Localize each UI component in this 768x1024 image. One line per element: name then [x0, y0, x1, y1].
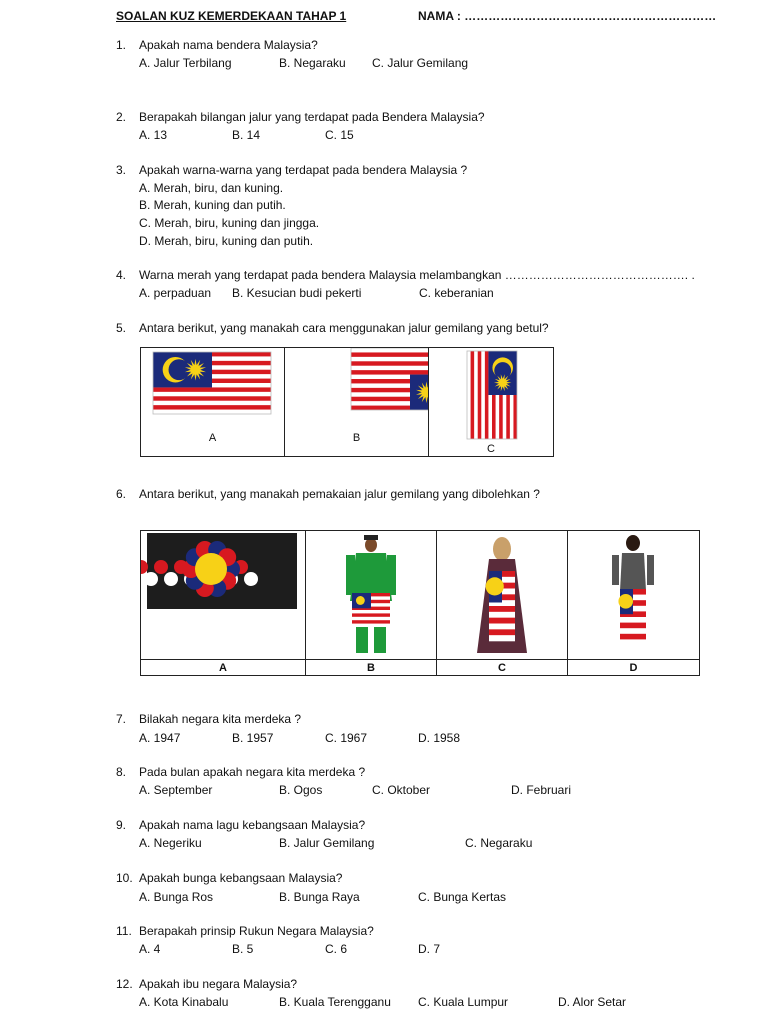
option[interactable]: A. Kota Kinabalu — [139, 995, 229, 1009]
option[interactable]: C. Kuala Lumpur — [418, 995, 509, 1009]
option[interactable]: B. Bunga Raya — [279, 890, 360, 904]
option[interactable]: A. Negeriku — [139, 836, 202, 850]
option-label: B — [352, 432, 361, 444]
option[interactable]: D. Merah, biru, kuning dan putih. — [139, 234, 314, 248]
flag-option-a-cell[interactable] — [141, 348, 285, 457]
option[interactable]: D. Alor Setar — [558, 995, 627, 1009]
option[interactable]: C. keberanian — [419, 286, 494, 300]
option[interactable]: C. Jalur Gemilang — [372, 56, 469, 70]
option-label: A — [208, 432, 217, 444]
option[interactable]: C. Merah, biru, kuning dan jingga. — [139, 216, 320, 230]
option[interactable]: B. Merah, kuning dan putih. — [139, 198, 286, 212]
option[interactable]: B. Jalur Gemilang — [279, 836, 375, 850]
option[interactable]: A. Merah, biru, dan kuning. — [139, 181, 284, 195]
question-text: Berapakah bilangan jalur yang terdapat pada Bendera Malaysia? — [139, 110, 485, 124]
question-number: 4. — [116, 268, 127, 282]
question-8 — [116, 765, 365, 779]
man-baju-melayu-image — [306, 531, 436, 659]
option[interactable]: B. Kuala Terengganu — [279, 995, 391, 1009]
option[interactable]: C. 1967 — [325, 731, 368, 745]
woman-flag-dress-image — [437, 531, 567, 659]
option[interactable]: B. Ogos — [279, 783, 323, 797]
option[interactable]: D. Februari — [511, 783, 572, 797]
option-label: B — [306, 660, 437, 676]
option[interactable]: B. 5 — [232, 942, 254, 956]
question-3 — [116, 163, 467, 177]
option[interactable]: C. 6 — [325, 942, 348, 956]
question-1 — [116, 38, 318, 52]
question-number: 11. — [116, 924, 132, 938]
wear-option-c-cell[interactable] — [437, 531, 568, 660]
question-text: Antara berikut, yang manakah cara menggunakan jalur gemilang yang betul? — [139, 321, 549, 335]
option[interactable]: B. 1957 — [232, 731, 274, 745]
question-5 — [116, 321, 549, 335]
question-text: Apakah bunga kebangsaan Malaysia? — [139, 871, 343, 885]
question-number: 8. — [116, 765, 127, 779]
question-11 — [116, 924, 374, 938]
question-6 — [116, 487, 540, 501]
option-label: C — [487, 443, 495, 455]
option-label: D — [568, 660, 700, 676]
option[interactable]: A. September — [139, 783, 213, 797]
question-text: Warna merah yang terdapat pada bendera Malaysia melambangkan ………………………………………. . — [139, 268, 695, 282]
option[interactable]: B. Negaraku — [279, 56, 346, 70]
option[interactable]: A. 4 — [139, 942, 161, 956]
option[interactable]: B. 14 — [232, 128, 261, 142]
option[interactable]: D. 1958 — [418, 731, 461, 745]
question-text: Apakah nama lagu kebangsaan Malaysia? — [139, 818, 366, 832]
question-9 — [116, 818, 365, 832]
option[interactable]: C. Oktober — [372, 783, 431, 797]
flag-option-b-cell[interactable] — [285, 348, 429, 457]
question-10 — [116, 871, 342, 885]
question-text: Antara berikut, yang manakah pemakaian jalur gemilang yang dibolehkan ? — [139, 487, 540, 501]
question-number: 2. — [116, 110, 127, 124]
option[interactable]: A. 1947 — [139, 731, 181, 745]
question-number: 5. — [116, 321, 127, 335]
question-number: 6. — [116, 487, 127, 501]
question-number: 3. — [116, 163, 127, 177]
question-text: Apakah warna-warna yang terdapat pada bendera Malaysia ? — [139, 163, 468, 177]
worksheet-title: SOALAN KUZ KEMERDEKAAN TAHAP 1 — [116, 9, 347, 23]
option[interactable]: A. Bunga Ros — [139, 890, 214, 904]
option[interactable]: D. 7 — [418, 942, 441, 956]
question-text: Pada bulan apakah negara kita merdeka ? — [139, 765, 366, 779]
question-number: 10. — [116, 871, 133, 885]
option-label: A — [141, 660, 306, 676]
question-7 — [116, 712, 301, 726]
option[interactable]: C. 15 — [325, 128, 354, 142]
question-number: 1. — [116, 38, 127, 52]
flag-usage-table — [140, 347, 554, 457]
flag-wearing-table — [140, 530, 700, 676]
wear-option-d-cell[interactable] — [568, 531, 700, 660]
flag-option-c-cell[interactable] — [429, 348, 554, 457]
name-field-label: NAMA : ……………………………………………………… — [418, 9, 717, 23]
question-number: 7. — [116, 712, 127, 726]
option[interactable]: A. Jalur Terbilang — [139, 56, 232, 70]
option[interactable]: C. Negaraku — [465, 836, 533, 850]
wear-option-a-cell[interactable] — [141, 531, 306, 660]
question-text: Apakah ibu negara Malaysia? — [139, 977, 298, 991]
question-4 — [116, 268, 695, 282]
woman-flag-skirt-image — [568, 531, 699, 659]
question-number: 12. — [116, 977, 133, 991]
option-label: C — [437, 660, 568, 676]
question-12 — [116, 977, 297, 991]
question-2 — [116, 110, 485, 124]
flag-headband-image — [141, 531, 305, 659]
option[interactable]: B. Kesucian budi pekerti — [232, 286, 362, 300]
option[interactable]: A. 13 — [139, 128, 168, 142]
question-text: Berapakah prinsip Rukun Negara Malaysia? — [139, 924, 374, 938]
question-text: Apakah nama bendera Malaysia? — [139, 38, 318, 52]
flag-vertical — [429, 348, 553, 456]
option[interactable]: C. Bunga Kertas — [418, 890, 507, 904]
option[interactable]: A. perpaduan — [139, 286, 212, 300]
question-text: Bilakah negara kita merdeka ? — [139, 712, 302, 726]
wear-option-b-cell[interactable] — [306, 531, 437, 660]
question-number: 9. — [116, 818, 127, 832]
